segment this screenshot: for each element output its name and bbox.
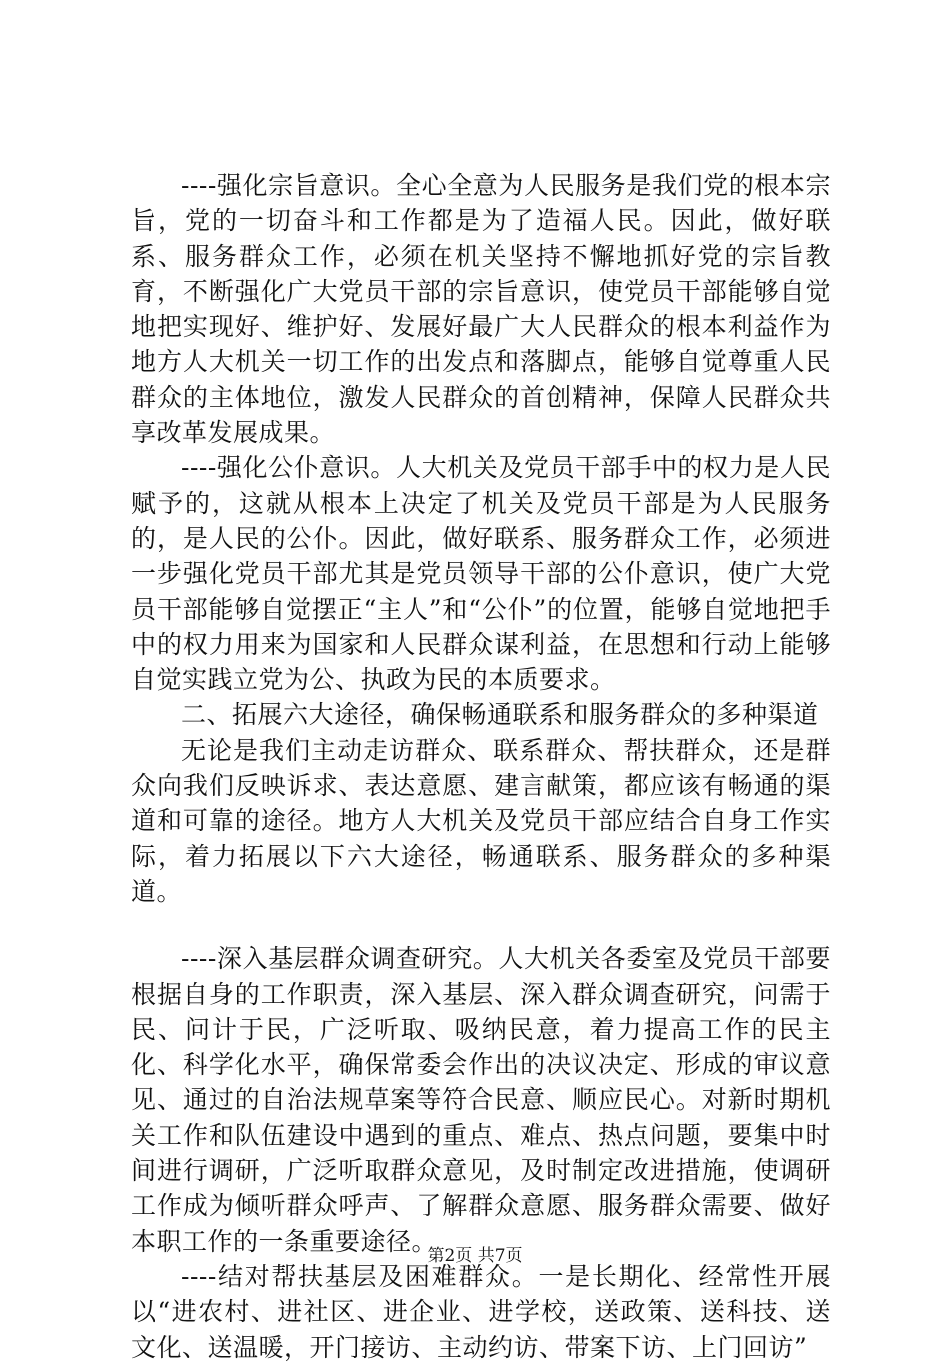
paragraph-diaocha-yanjiu: ----深入基层群众调查研究。人大机关各委室及党员干部要根据自身的工作职责，深入基层、深入群众调查研究，问需于民、问计于民，广泛听取、吸纳民意，着力提高工作的民主化、科学化水平，确保常委会作出的决议决定、形成的审议意见、通过的自治法规草案等符合民意、顺应民心。对新时期机关工作和队伍建设中遇到的重点、难点、热点问题，要集中时间进行调研，广泛听取群众意见，及时制定改进措施，使调研工作成为倾听群众呼声、了解群众意愿、服务群众需要、做好本职工作的一条重要途径。 bbox=[131, 944, 831, 1256]
page-number-footer: 第2页 共7页 bbox=[427, 1246, 523, 1266]
document-body bbox=[131, 168, 831, 1365]
paragraph-channels-intro: 无论是我们主动走访群众、联系群众、帮扶群众，还是群众向我们反映诉求、表达意愿、建言献策，都应该有畅通的渠道和可靠的途径。地方人大机关及党员干部应结合自身工作实际，着力拓展以下六大途径，畅通联系、服务群众的多种渠道。 bbox=[131, 735, 831, 906]
section-heading-two: 二、拓展六大途径，确保畅通联系和服务群众的多种渠道 bbox=[181, 700, 819, 730]
paragraph-gongpu-yishi: ----强化公仆意识。人大机关及党员干部手中的权力是人民赋予的，这就从根本上决定了机关及党员干部是为人民服务的，是人民的公仆。因此，做好联系、服务群众工作，必须进一步强化党员干部尤其是党员领导干部的公仆意识，使广大党员干部能够自觉摆正“主人”和“公仆”的位置，能够自觉地把手中的权力用来为国家和人民群众谋利益，在思想和行动上能够自觉实践立党为公、执政为民的本质要求。 bbox=[131, 453, 831, 695]
paragraph-jiedui-bangfu: ----结对帮扶基层及困难群众。一是长期化、经常性开展以“进农村、进社区、进企业、进学校，送政策、送科技、送文化、送温暖，开门接访、主动约访、带案下访、上门回访” bbox=[131, 1261, 831, 1362]
paragraph-zongzhi-yishi: ----强化宗旨意识。全心全意为人民服务是我们党的根本宗旨，党的一切奋斗和工作都是为了造福人民。因此，做好联系、服务群众工作，必须在机关坚持不懈地抓好党的宗旨教育，不断强化广大党员干部的宗旨意识，使党员干部能够自觉地把实现好、维护好、发展好最广大人民群众的根本利益作为地方人大机关一切工作的出发点和落脚点，能够自觉尊重人民群众的主体地位，激发人民群众的首创精神，保障人民群众共享改革发展成果。 bbox=[131, 171, 831, 448]
